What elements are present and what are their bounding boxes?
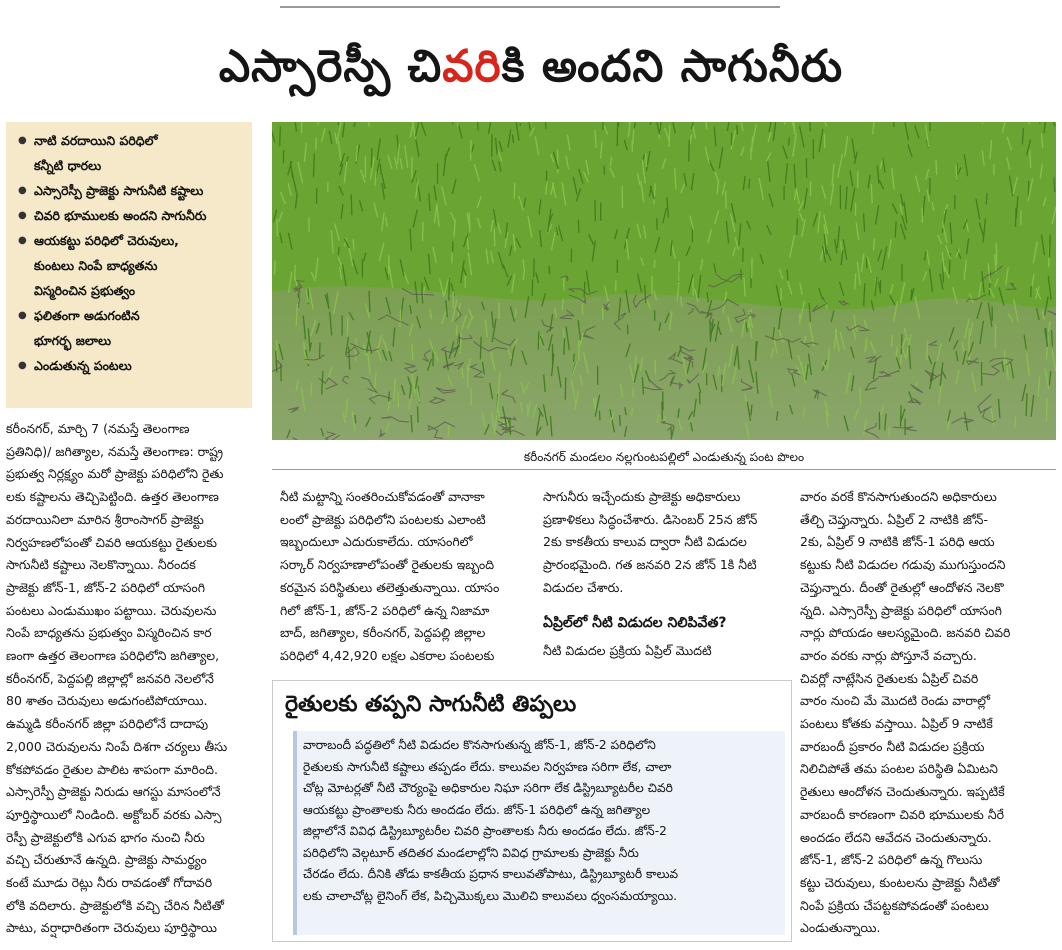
article-line: పంటలు ఎండుముఖం పట్టాయి. చెరువులను	[6, 602, 217, 618]
grass-blade	[418, 407, 419, 423]
grass-blade	[449, 278, 450, 300]
grass-blade	[911, 289, 912, 299]
sidebar-box	[272, 680, 792, 942]
article-column-1	[6, 418, 252, 940]
grass-blade	[789, 138, 790, 146]
highlight-item	[16, 203, 246, 228]
grass-blade	[1054, 178, 1055, 193]
highlight-line: విస్మరించిన ప్రభుత్వం	[34, 283, 136, 298]
article-line: ఇబ్బందులూ ఎదురుకాలేదు. యాసంగిలో	[280, 534, 473, 550]
grass-blade	[1031, 286, 1032, 298]
article-line: గిలో జోన్-1, జోన్-2 పరిధిలో ఉన్న నిజామా	[280, 602, 490, 618]
grass-blade	[669, 125, 670, 147]
article-line: నీటి విడుదల ప్రక్రియ ఏప్రిల్ మొదటి	[543, 643, 712, 658]
article-line: ప్రణాళికలు సిద్ధంచేశారు. డిసెంబర్ 25న జోన్	[543, 511, 758, 527]
sidebar-box-line: ఆయకట్టు ప్రాంతాలకు నీరు అందడం లేదు. జోన్-1 పరిధిలో ఉన్న జగిత్యాల	[303, 802, 651, 817]
grass-blade	[351, 194, 352, 215]
grass-blade	[787, 270, 788, 281]
article-line: ఉమ్మడి కరీంనగర్ జిల్లా పరిధిలోనే దాదాపు	[6, 716, 209, 732]
grass-blade	[996, 243, 997, 265]
sidebar-box-line: జిల్లాలోనే వివిధ డిస్ట్రిబ్యూటరీల చివరి ప్రాంతాలకు నీరు అందడం లేదు. జోన్-2	[303, 824, 667, 838]
grass-blade	[603, 308, 604, 320]
highlight-line: ● ఆయకట్టు పరిధిలో చెరువులు,	[34, 233, 179, 248]
article-line: ప్రాజెక్టు జోన్-1, జోన్-2 పరిధిలో యాసంగి	[6, 579, 206, 595]
grass-blade	[901, 334, 902, 354]
sidebar-box-title: రైతులకు తప్పని సాగునీటి తిప్పలు	[285, 692, 577, 717]
article-line: లోకి వదిలారు. ప్రాజెక్టులోకి వచ్చి చేరిన నీటితో	[6, 897, 224, 913]
article-line: తేల్చి చెప్తున్నారు. ఏప్రిల్ 2 నాటికి జోన్-	[800, 511, 988, 527]
article-line: సాగునీటి కష్టాలు నెలకొన్నాయి. నీరందక	[6, 557, 196, 573]
highlight-line: ● నాటి వరదాయిని పరిధిలో	[34, 133, 158, 148]
grass-blade	[355, 415, 356, 423]
grass-blade	[277, 219, 278, 236]
article-line: నార్లు పోయడం ఆలస్యమైంది. జనవరి చివరి	[800, 625, 1011, 641]
article-line: విడుదల చేశారు.	[543, 579, 624, 595]
grass-blade	[620, 415, 621, 426]
grass-blade	[810, 122, 811, 132]
headline-part-2: కి అందని సాగునీరు	[501, 41, 844, 92]
sidebar-box-line: పరిధిలోని వెల్గటూర్ తదితర మండలాల్లోని వివిధ గ్రామాలకు ప్రాజెక్టు నీరు	[303, 845, 639, 860]
article-line: ప్రభుత్వ నిర్లక్ష్యం మరో ప్రాజెక్టు పరిధిలోని రైతు	[6, 466, 224, 482]
article-line: వరదాయినిలా మారిన శ్రీరాంసాగర్ ప్రాజెక్టు	[6, 511, 204, 527]
grass-blade	[618, 122, 619, 126]
grass-blade	[549, 266, 550, 274]
grass-blade	[797, 219, 798, 235]
article-line: జోన్-1, జోన్-2 పరిధిలో ఉన్న గొలుసు	[800, 852, 983, 868]
grass-blade	[1016, 208, 1017, 227]
grass-blade	[633, 130, 634, 144]
article-column-3	[543, 486, 791, 600]
article-line: పంటలు కోతకు వస్తాయి. ఏప్రిల్ 9 నాటికే	[800, 716, 993, 732]
article-line: పూర్తిస్థాయిలో నిండింది. అక్టోబర్ వరకు ఎస్సా	[6, 806, 222, 822]
article-line: ఎండుతున్నాయి.	[800, 920, 881, 936]
article-line: నీటి మట్టాన్ని సంతరించుకోవడంతో వానాకా	[280, 489, 485, 504]
grass-blade	[655, 360, 656, 375]
article-line: చివర్లో నాట్లేసిన రైతులకు ఏప్రిల్ చివరి	[800, 670, 979, 686]
article-line: వారబందీ కారణంగా చివరి భూములకు నీరే	[800, 806, 1005, 822]
grass-blade	[514, 183, 515, 199]
grass-blade	[578, 220, 579, 233]
grass-blade	[726, 191, 727, 209]
article-line: న్నది. ఎస్సారెస్పీ ప్రాజెక్టు పరిధిలో యాసంగి	[800, 602, 1002, 618]
highlight-line: ● ఎండుతున్న పంటలు	[34, 358, 132, 373]
grass-blade	[600, 411, 601, 421]
sidebar-box-line: వారాబందీ పద్ధతిలో నీటి విడుదల కొనసాగుతున్న జోన్-1, జోన్-2 పరిధిలోని	[303, 738, 656, 752]
highlight-line: ● ఫలితంగా అడుగంటిన	[34, 308, 140, 323]
highlight-item	[16, 303, 246, 353]
grass-blade	[545, 122, 546, 129]
headline-part-1: ఎస్సారెస్పీ చి	[218, 41, 443, 92]
sidebar-box-line: చోట్ల మోటర్లతో నీటి చౌర్యంపై అధికారుల నిఘా సరిగా లేక డిస్ట్రిబ్యూటరీల చివరి	[303, 781, 673, 795]
grass-blade	[564, 338, 565, 355]
article-line: నింపే ప్రక్రియ చేపట్టకపోవడంతో పంటలు	[800, 897, 989, 913]
grass-blade	[895, 222, 896, 238]
grass-blade	[871, 184, 872, 204]
highlight-line: ● ఎస్సారెస్పీ ప్రాజెక్టు సాగునీటి కష్టాలు	[34, 183, 204, 198]
article-line: వారం వరకు నార్లు పోస్తూనే వచ్చారు.	[800, 647, 977, 663]
grass-blade	[901, 405, 902, 427]
grass-blade	[538, 331, 539, 349]
article-line: ణంగా ఉత్తర తెలంగాణ పరిధిలోని జగిత్యాల,	[6, 648, 220, 664]
grass-blade	[986, 193, 987, 204]
grass-blade	[400, 309, 401, 327]
grass-blade	[480, 337, 481, 360]
highlight-line: కన్నీటి ధారలు	[34, 158, 102, 173]
article-line: నిర్వహణలోపంతో చివరి ఆయకట్టు రైతులకు	[6, 534, 217, 550]
article-column-2	[280, 486, 532, 668]
grass-blade	[412, 344, 413, 360]
grass-blade	[584, 282, 585, 297]
grass-blade	[389, 392, 390, 402]
article-line: రెస్పీ ప్రాజెక్టులోకి ఎగువ భాగం నుంచి నీరు	[6, 829, 205, 845]
photo-caption: కరీంనగర్ మండలం నల్లగుంటపల్లిలో ఎండుతున్న పంట పొలం	[272, 444, 1056, 470]
grass-blade	[689, 140, 690, 162]
sidebar-box-line: లకు చాలాచోట్ల లైనింగ్ లేక, పిచ్చిమొక్కలు మొలిచి కాలువలు ధ్వంసమయ్యాయి.	[303, 888, 678, 903]
article-line: రైతులు ఆందోళన చెందుతున్నారు. ఇప్పటికే	[800, 784, 1005, 800]
article-line: పాటు, వర్షాధారితంగా చెరువులు పూర్తిస్థాయి	[6, 920, 217, 936]
grass-blade	[927, 341, 928, 360]
article-line: వచ్చి చేరుతూనే ఉన్నది. ప్రాజెక్టు సామర్థ్యం	[6, 852, 207, 868]
article-line: ప్రారంభమైంది. గత జనవరి 2న జోన్ 1కి నీటి	[543, 557, 757, 573]
article-line: ప్రతినిధి)/ జగిత్యాల, నమస్తే తెలంగాణ: రాష్ట్ర	[6, 443, 223, 459]
article-line: కరమైన పరిస్థితులు తలెత్తుతున్నాయి. యాసం	[280, 579, 500, 595]
grass-blade	[471, 140, 472, 160]
article-line: చెప్తున్నారు. దీంతో రైతుల్లో ఆందోళన నెలకొ	[800, 579, 1004, 595]
grass-blade	[523, 259, 524, 269]
article-line: కోకపోవడం రైతుల పాలిట శాపంగా మారింది.	[6, 761, 218, 777]
article-line: సాగునీరు ఇచ్చేందుకు ప్రాజెక్టు అధికారులు	[543, 489, 741, 504]
grass-blade	[280, 126, 281, 146]
article-line: కరీంనగర్, పెద్దపల్లి జిల్లాల్లో జనవరి నెలలోనే	[6, 670, 214, 686]
article-line: కంటే మూడు రెట్లు నీరు రావడంతో గోదావరి	[6, 875, 213, 891]
article-column-4	[800, 486, 1056, 940]
highlight-line: ● చివరి భూములకు అందని సాగునీరు	[34, 208, 207, 223]
article-line: వారం వరకే కొనసాగుతుందని అధికారులు	[800, 489, 997, 504]
highlight-item	[16, 178, 246, 203]
sidebar-box-line: చేరడం లేదు. దీనికి తోడు కాకతీయ ప్రధాన కాలువతోపాటు, డిస్ట్రిబ్యూటరీ కాలువ	[303, 867, 679, 881]
grass-blade	[320, 343, 321, 358]
article-line: నింపే బాధ్యతను ప్రభుత్వం విస్మరించిన కార	[6, 625, 212, 641]
article-line: లకు కష్టాలను తెచ్చిపెట్టింది. ఉత్తర తెలంగాణ	[6, 489, 219, 505]
grass-blade	[456, 325, 457, 336]
article-line: కరీంనగర్, మార్చి 7 (నమస్తే తెలంగాణ	[6, 421, 190, 436]
headline	[8, 22, 1054, 112]
article-line: సర్కార్ నిర్వహణాలోపంతో రైతులకు ఇబ్బంది	[280, 557, 495, 573]
article-line: 2కు, ఏప్రిల్ 9 నాటికి జోన్-1 పరిధి ఆయ	[800, 534, 995, 550]
grass-blade	[1049, 235, 1050, 258]
field-illustration	[272, 122, 1056, 440]
article-line: వారబందీ ప్రకారం నీటి విడుదల ప్రక్రియ	[800, 738, 985, 754]
article-column-3-continued	[543, 640, 791, 662]
highlight-item	[16, 353, 246, 378]
article-line: కట్టు చెరువులు, కుంటలను ప్రాజెక్టు నీటితో	[800, 874, 1000, 890]
article-line: 2కు కాకతీయ కాలువ ద్వారా నీటి విడుదల	[543, 534, 747, 550]
sidebar-box-body	[293, 731, 785, 935]
grass-blade	[314, 153, 315, 177]
grass-blade	[347, 318, 348, 336]
article-line: నిలిచిపోతే తమ పంటల పరిస్థితి ఏమిటని	[800, 761, 998, 777]
article-line: లంలో ప్రాజెక్టు పరిధిలోని పంటలకు ఎలాంటి	[280, 511, 486, 527]
grass-blade	[380, 164, 381, 174]
article-line: ఎస్సారెస్పీ ప్రాజెక్టు నిరుడు ఆగస్టు మాసంలోనే	[6, 784, 221, 800]
highlights-box	[6, 122, 252, 408]
highlight-item	[16, 228, 246, 303]
sidebar-box-line: రైతులకు సాగునీటి కష్టాలు తప్పడం లేదు. కాలువల నిర్వహణ సరిగా లేక, చాలా	[303, 759, 672, 774]
highlight-item	[16, 128, 246, 178]
article-line: 2,000 చెరువులను నింపే దిశగా చర్యలు తీసు	[6, 738, 228, 754]
grass-blade	[423, 222, 424, 242]
article-line: వారం నుంచి మే మొదటి రెండు వారాల్లో	[800, 693, 990, 709]
grass-blade	[274, 261, 275, 275]
grass-blade	[316, 138, 317, 150]
grass-blade	[510, 418, 511, 435]
headline-red-word: వరి	[442, 41, 502, 92]
grass-blade	[617, 122, 618, 146]
column-subheading: ఏప్రిల్‌లో నీటి విడుదల నిలిపివేత?	[543, 615, 727, 631]
article-line: పరిధిలో 4,42,920 లక్షల ఎకరాల పంటలకు	[280, 647, 495, 663]
grass-blade	[646, 153, 647, 167]
grass-blade	[936, 160, 937, 175]
article-line: బాద్, జగిత్యాల, కరీంనగర్, పెద్దపల్లి జిల్లాల	[280, 625, 486, 641]
highlight-line: భూగర్భ జలాలు	[34, 333, 112, 348]
paddy-field-photo	[272, 122, 1056, 440]
grass-blade	[892, 335, 893, 347]
grass-blade	[422, 283, 423, 304]
grass-blade	[1026, 393, 1027, 416]
grass-blade	[635, 355, 636, 370]
top-rule	[280, 6, 780, 8]
article-line: అందడం లేదని ఆవేదన చెందుతున్నారు.	[800, 829, 992, 845]
article-line: 80 శాతం చెరువులు అడుగంటిపోయాయి.	[6, 693, 208, 709]
grass-blade	[574, 353, 575, 362]
grass-blade	[338, 247, 339, 255]
article-line: కట్టుకు నీటి విడుదల గడువు ముగుస్తుందని	[800, 557, 1006, 573]
highlight-line: కుంటలు నింపే బాధ్యతను	[34, 258, 158, 273]
grass-blade	[737, 125, 738, 134]
grass-blade	[1046, 398, 1047, 422]
